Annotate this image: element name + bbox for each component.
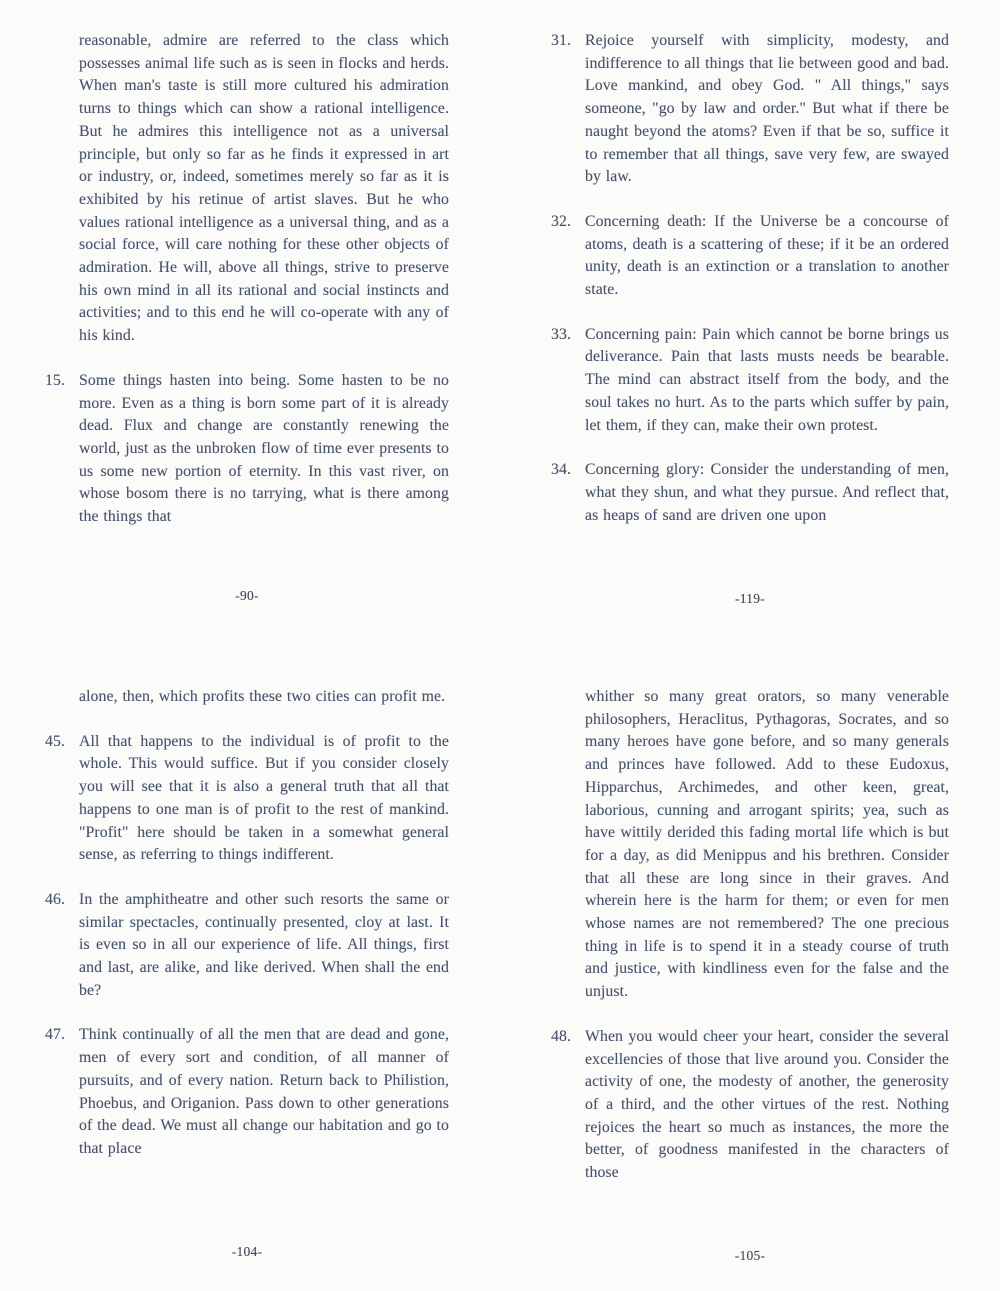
numbered-item: [45, 889, 449, 1003]
paragraph-block: [45, 686, 449, 709]
numbered-item: [551, 324, 949, 438]
numbered-item: [45, 731, 449, 867]
numbered-item: [551, 30, 949, 189]
paragraph-block: [551, 686, 949, 1004]
numbered-item: [551, 211, 949, 302]
item-number: 31.: [551, 32, 571, 49]
paragraph-text: In the amphitheatre and other such resorts the same or similar spectacles, continually presented, cloy at last. It is even so in all our experience of life. All things, first and last, are alike, and like derived. When shall the end be?: [79, 890, 449, 999]
item-number: 33.: [551, 325, 571, 343]
page-number: -104-: [231, 1244, 263, 1259]
paragraph-text: Concerning pain: Pain which cannot be borne brings us deliverance. Pain that lasts musts needs be bearable. The mind can abstract itself from the body, and the soul takes no hurt. As to the parts which suffer by pain, let them, if they can, make their own protest.: [585, 325, 949, 434]
item-number: 34.: [551, 461, 571, 479]
paragraph-text: All that happens to the individual is of profit to the whole. This would suffice. But if you consider closely you will see that it is also a general truth that all that happens to one man is of profit to the rest of mankind. "Profit" here should be taken in a somewhat general sense, as referring to things indifferent.: [79, 732, 449, 864]
paragraph-text: reasonable, admire are referred to the class which possesses animal life such as is seen in flocks and herds. When man's taste is still more cultured his admiration turns to things which can show a rational intelligence. But he admires this intelligence not as a universal principle, but only so far as he finds it expressed in art or industry, or, indeed, sometimes merely so far as it is exhibited by his retinue of artist slaves. But he who values rational intelligence as a universal thing, and as a social force, will care nothing for these other objects of admiration. He will, above all things, strive to preserve his own mind in all its rational and social instincts and activities; and to this end he will co-operate with any of his kind.: [79, 32, 449, 345]
paragraph-text: whither so many great orators, so many venerable philosophers, Heraclitus, Pythagoras, Socrates, and so many heroes have gone before, and so many generals and princes have followed. Add to these Eudoxus, Hipparchus, Archimedes, and other keen, great, laborious, cunning and arrogant spirits; yea, such as have wittily derided this fading mortal life which is but for a day, as did Menippus and his brethren. Consider that all these are long since in their graves. And wherein here is the harm for them; or even for men whose names are not remembered? The one precious thing in life is to spend it in a steady course of truth and justice, with kindliness even for the false and the unjust.: [585, 688, 949, 1001]
numbered-item: [45, 370, 449, 529]
paragraph-text: Think continually of all the men that are dead and gone, men of every sort and condition, of all manner of pursuits, and of every nation. Return back to Philistion, Phoebus, and Origanion. Pass down to other generations of the dead. We must all change our habitation and go to that place: [79, 1026, 449, 1157]
page-number: -105-: [734, 1248, 766, 1263]
page-content: [551, 30, 949, 527]
page-content: [45, 686, 449, 1161]
item-number: 46.: [45, 890, 65, 908]
page-top-left: [45, 30, 449, 604]
page-number: -90-: [235, 588, 259, 603]
page-bottom-right: [551, 686, 949, 1264]
item-number: 32.: [551, 212, 571, 230]
paragraph-text: Some things hasten into being. Some hasten to be no more. Even as a thing is born some part of it is already dead. Flux and change are constantly renewing the world, just as the unbroken flow of time ever presents to us some new portion of eternity. In this vast river, on whose bosom there is no tarrying, what is there among the things that: [79, 371, 449, 526]
item-number: 15.: [45, 371, 65, 389]
paragraph-text: alone, then, which profits these two cities can profit me.: [79, 688, 446, 705]
item-number: 45.: [45, 732, 65, 750]
page-bottom-left: [45, 686, 449, 1260]
page-content: [551, 686, 949, 1185]
numbered-item: [551, 1026, 949, 1185]
paragraph-text: When you would cheer your heart, consider the several excellencies of those that live around you. Consider the activity of one, the modesty of another, the generosity of a third, and the other virtues of the rest. Nothing rejoices the heart so much as instances, the more the better, of goodness manifested in the characters of those: [585, 1027, 949, 1182]
page-content: [45, 30, 449, 529]
paragraph-text: Concerning death: If the Universe be a concourse of atoms, death is a scattering of these; if it be an ordered unity, death is an extinction or a translation to another state.: [585, 212, 949, 299]
page-top-right: [551, 30, 949, 607]
paragraph-text: Concerning glory: Consider the understanding of men, what they shun, and what they pursue. And reflect that, as heaps of sand are driven one upon: [585, 461, 949, 524]
page-number: -119-: [734, 591, 766, 606]
numbered-item: [551, 459, 949, 527]
item-number: 48.: [551, 1027, 571, 1045]
paragraph-block: [45, 30, 449, 348]
numbered-item: [45, 1024, 449, 1160]
paragraph-text: Rejoice yourself with simplicity, modesty, and indifference to all things that lie between good and bad. Love mankind, and obey God. " All things," says someone, "go by law and order." But what if there be naught beyond the atoms? Even if that be so, suffice it to remember that all things, save very few, are swayed by law.: [585, 32, 949, 186]
item-number: 47.: [45, 1026, 65, 1044]
